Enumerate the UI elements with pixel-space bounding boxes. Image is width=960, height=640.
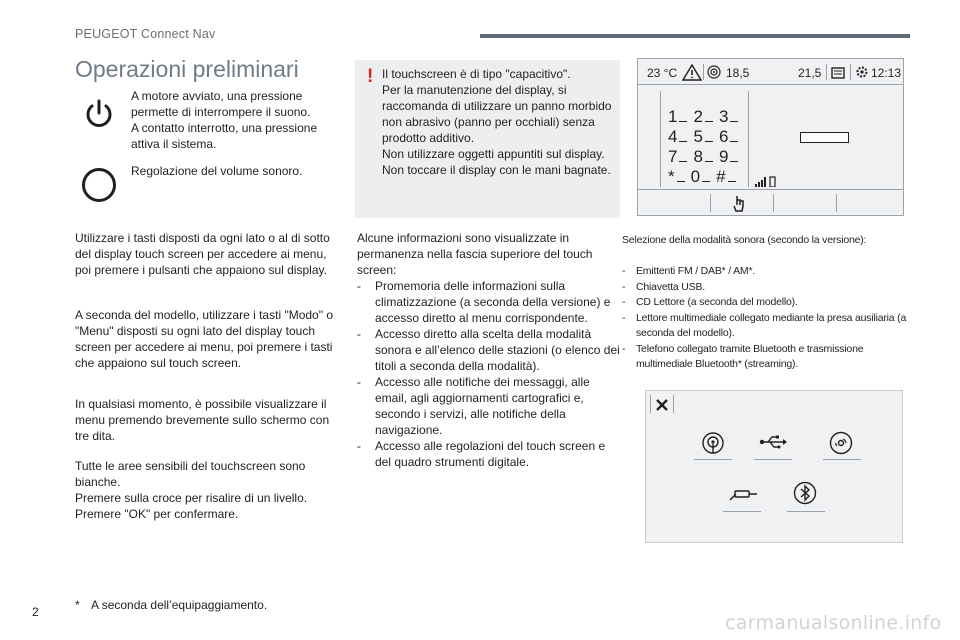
paragraph-1: Utilizzare i tasti disposti da ogni lato o al di sotto del display touch screen per accedere ai menu, poi premere i pulsanti che appaiono sul display.: [75, 231, 330, 277]
keypad-key: 3: [719, 108, 738, 126]
footnote-text: A seconda dell’equipaggiamento.: [91, 598, 268, 612]
warning-note-text: Il touchscreen è di tipo "capacitivo". Per la manutenzione del display, si raccomanda di utilizzare un panno morbido non abrasivo (panno per occhiali) senza prodotto additivo. Non utilizzare oggetti appuntiti sul display. Non toccare il display con le mani bagnate.: [382, 67, 612, 177]
close-cross-icon: [656, 398, 668, 416]
watermark: carmanualsonline.info: [725, 612, 942, 634]
info-item: - Promemoria delle informazioni sulla climatizzazione (a seconda della versione) e accesso diretto al menu corrispondente.: [357, 278, 622, 326]
bluetooth-source-icon: [793, 481, 817, 510]
paragraph-4: Tutte le aree sensibili del touchscreen sono bianche. Premere sulla croce per risalire di un livello. Premere "OK" per confermare.: [75, 459, 308, 521]
radio-icon: [707, 65, 721, 84]
audio-mode-item: - Chiavetta USB.: [622, 280, 907, 296]
paragraph-3: In qualsiasi momento, è possibile visualizzare il menu premendo brevemente sullo schermo con tre dita.: [75, 397, 330, 443]
touchscreen-illustration: [637, 58, 904, 216]
cd-source-icon: [829, 431, 853, 460]
audio-mode-item: - CD Lettore (a seconda del modello).: [622, 295, 907, 311]
keypad-key: 0: [691, 168, 710, 186]
info-list: [357, 278, 622, 470]
info-item: - Accesso alle notifiche dei messaggi, alle email, agli aggiornamenti cartografici e, secondo i servizi, alle notifiche della navigazione.: [357, 374, 622, 438]
keypad-key: 7: [668, 148, 687, 166]
info-item: - Accesso alle regolazioni del touch screen e del quadro strumenti digitale.: [357, 438, 622, 470]
status-radio-frequency: 18,5: [726, 66, 750, 80]
audio-mode-intro: Selezione della modalità sonora (secondo la versione):: [622, 234, 867, 246]
header-title: PEUGEOT Connect Nav: [75, 27, 216, 41]
keypad-key: 5: [693, 128, 712, 146]
keypad-key: #: [716, 168, 735, 186]
keypad-key: 2: [693, 108, 712, 126]
status-temperature-2: 21,5: [798, 66, 822, 80]
keypad-key: 9: [719, 148, 738, 166]
volume-knob-icon: [82, 168, 116, 202]
warning-icon: !: [367, 66, 374, 87]
keypad-key: *: [668, 168, 685, 186]
source-selector-illustration: [645, 390, 903, 543]
status-clock: 12:13: [871, 66, 902, 80]
usb-source-icon: [759, 435, 787, 454]
audio-mode-list: [622, 264, 907, 373]
footnote: [75, 597, 375, 613]
info-item: - Accesso diretto alla scelta della modalità sonora e all’elenco delle stazioni (o elenco dei titoli a seconda della modalità).: [357, 326, 622, 374]
volume-text: Regolazione del volume sonoro.: [131, 164, 303, 178]
audio-mode-item: - Telefono collegato tramite Bluetooth e trasmissione multimediale Bluetooth* (streaming).: [622, 342, 907, 373]
section-title: Operazioni preliminari: [75, 56, 299, 82]
audio-mode-item: - Emittenti FM / DAB* / AM*.: [622, 264, 907, 280]
power-icon: [82, 97, 116, 131]
power-text: A motore avviato, una pressione permette di interrompere il suono. A contatto interrotto, una pressione attiva il sistema.: [131, 89, 318, 151]
aux-jack-source-icon: [728, 488, 758, 507]
info-intro: Alcune informazioni sono visualizzate in permanenza nella fascia superiore del touch screen:: [357, 231, 593, 277]
keypad-key: 6: [719, 128, 738, 146]
status-temperature: 23 °C: [647, 66, 678, 80]
paragraph-2: A seconda del modello, utilizzare i tasti "Modo" o "Menu" disposti su ogni lato del display touch screen per accedere ai menu, poi premere i tasti che appaiono sul touch screen.: [75, 308, 333, 370]
settings-gear-icon: [854, 64, 870, 85]
footnote-mark: *: [75, 598, 80, 612]
header-bar: [480, 34, 910, 38]
text-field-bar: [800, 132, 849, 143]
audio-mode-item: - Lettore multimediale collegato mediante la presa ausiliaria (a seconda del modello).: [622, 311, 907, 342]
touch-hand-icon: [732, 194, 746, 217]
keypad-key: 4: [668, 128, 687, 146]
keypad-key: 1: [668, 108, 687, 126]
notification-icon: [831, 66, 845, 84]
keypad-key: 8: [693, 148, 712, 166]
radio-source-icon: [701, 431, 725, 460]
warning-triangle-icon: [682, 64, 702, 86]
keypad: [668, 108, 746, 186]
page-number: 2: [32, 605, 39, 619]
